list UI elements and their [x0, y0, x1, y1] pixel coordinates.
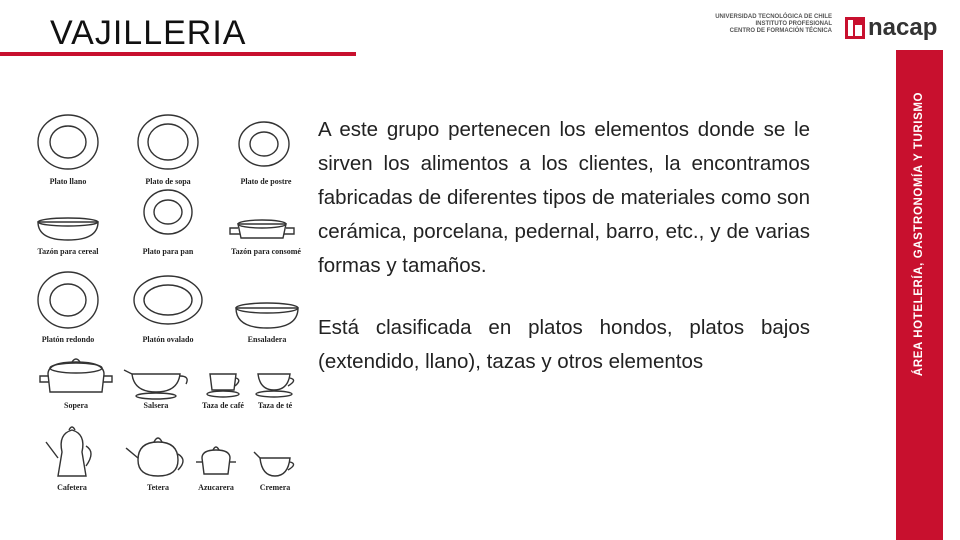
tazon-cereal-drawing: [38, 218, 98, 240]
plato-postre-drawing: [239, 122, 289, 166]
label-tazon-cereal: Tazón para cereal: [37, 247, 99, 256]
label-platon-ovalado: Platón ovalado: [142, 335, 194, 344]
label-salsera: Salsera: [143, 401, 169, 410]
label-plato-postre: Plato de postre: [240, 177, 292, 186]
label-cafetera: Cafetera: [57, 483, 87, 492]
plato-sopa-drawing: [138, 115, 198, 169]
tazon-consome-drawing: [230, 220, 294, 238]
label-plato-llano: Plato llano: [49, 177, 87, 186]
cremera-drawing: [254, 452, 294, 476]
institution-line-1: UNIVERSIDAD TECNOLÓGICA DE CHILE: [715, 14, 832, 20]
content-text: [318, 113, 810, 379]
inacap-logo-mark: [845, 17, 865, 39]
label-tetera: Tetera: [147, 483, 169, 492]
institution-line-3: CENTRO DE FORMACIÓN TÉCNICA: [729, 28, 832, 34]
label-ensaladera: Ensaladera: [247, 335, 287, 344]
tetera-drawing: [126, 438, 183, 476]
paragraph-1: A este grupo pertenecen los elementos donde se le sirven los alimentos a los clientes, la encontramos fabricadas de diferentes tipos de materiales como son cerámica, porcelana, pedernal, barro, etc., y de varias formas y tamaños.: [318, 118, 810, 277]
label-taza-te: Taza de té: [257, 401, 293, 410]
taza-cafe-drawing: [207, 374, 239, 397]
title-underline: [0, 52, 356, 56]
paragraph-2: Está clasificada en platos hondos, platos bajos (extendido, llano), tazas y otros elementos: [318, 316, 810, 373]
inacap-logo: [845, 14, 937, 42]
cafetera-drawing: [46, 427, 91, 476]
platon-ovalado-drawing: [134, 276, 202, 324]
institution-text: [712, 14, 832, 35]
label-platon-redondo: Platón redondo: [41, 335, 95, 344]
institution-line-2: INSTITUTO PROFESIONAL: [755, 21, 832, 27]
label-plato-sopa: Plato de sopa: [145, 177, 191, 186]
dishware-illustration: [28, 112, 308, 497]
ensaladera-drawing: [236, 303, 298, 328]
label-azucarera: Azucarera: [198, 483, 234, 492]
logo-text: nacap: [868, 14, 938, 41]
salsera-drawing: [124, 370, 187, 399]
sopera-drawing: [40, 359, 112, 392]
plato-llano-drawing: [38, 115, 98, 169]
plato-pan-drawing: [144, 190, 192, 234]
platon-redondo-drawing: [38, 272, 98, 328]
azucarera-drawing: [196, 447, 236, 474]
label-cremera: Cremera: [259, 483, 291, 492]
label-taza-cafe: Taza de café: [202, 401, 244, 410]
sidebar-label: ÁREA HOTELERÍA, GASTRONOMÍA Y TURISMO: [913, 91, 925, 377]
page-title: VAJILLERIA: [50, 14, 247, 52]
taza-te-drawing: [256, 374, 294, 397]
label-tazon-consome: Tazón para consomé: [231, 247, 301, 256]
label-sopera: Sopera: [64, 401, 88, 410]
label-plato-pan: Plato para pan: [142, 247, 194, 256]
